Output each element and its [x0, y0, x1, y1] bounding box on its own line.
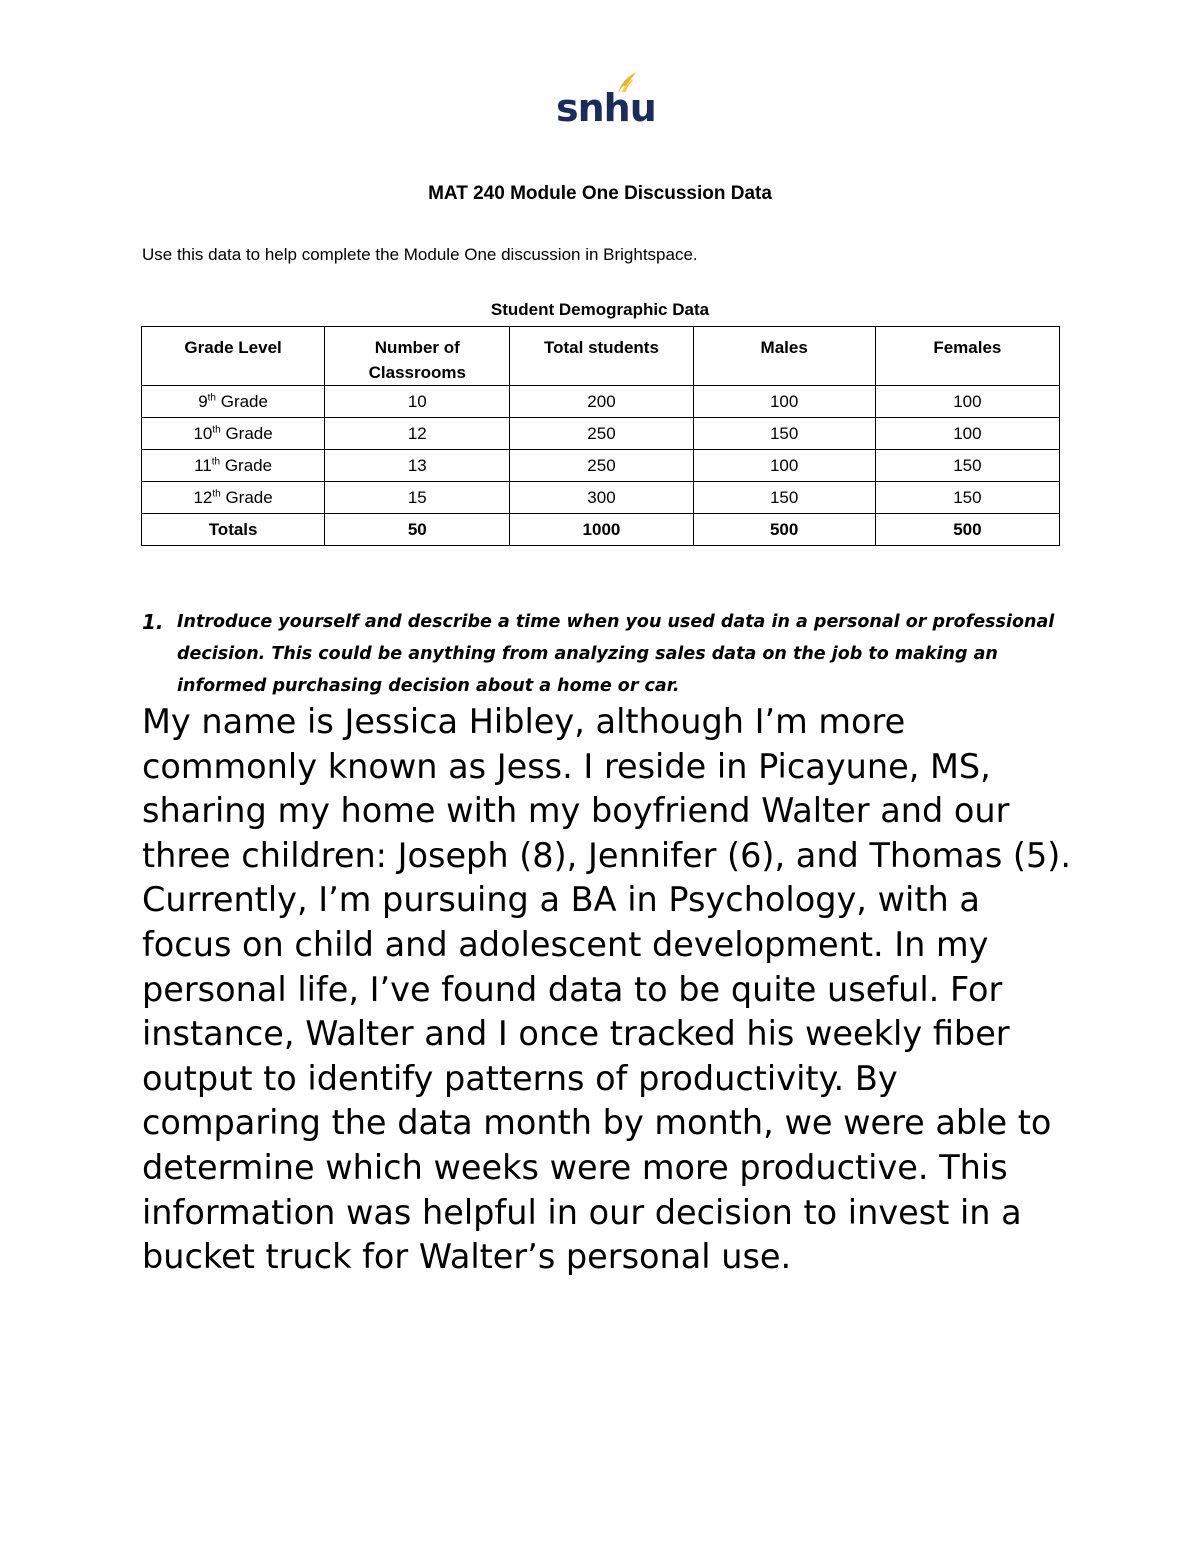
grade-cell: 10th Grade — [142, 418, 325, 450]
grade-cell: 11th Grade — [142, 450, 325, 482]
males-cell: 150 — [693, 418, 875, 450]
total-cell: 300 — [510, 482, 693, 514]
header-females: Females — [875, 327, 1059, 386]
totals-label: Totals — [142, 514, 325, 546]
females-cell: 150 — [875, 482, 1059, 514]
header-males: Males — [693, 327, 875, 386]
classrooms-cell: 13 — [325, 450, 510, 482]
total-cell: 1000 — [510, 514, 693, 546]
females-cell: 150 — [875, 450, 1059, 482]
females-cell: 100 — [875, 386, 1059, 418]
table-row — [142, 418, 1060, 450]
females-cell: 100 — [875, 418, 1059, 450]
snhu-logo — [552, 70, 656, 134]
header-total-students: Total students — [510, 327, 693, 386]
males-cell: 150 — [693, 482, 875, 514]
grade-cell: 12th Grade — [142, 482, 325, 514]
total-cell: 250 — [510, 418, 693, 450]
males-cell: 500 — [693, 514, 875, 546]
header-grade-level: Grade Level — [142, 327, 325, 386]
classrooms-cell: 50 — [325, 514, 510, 546]
table-row — [142, 450, 1060, 482]
demographic-table — [141, 326, 1060, 546]
males-cell: 100 — [693, 450, 875, 482]
discussion-question — [142, 606, 1062, 702]
table-header-row — [142, 327, 1060, 386]
table-title: Student Demographic Data — [490, 300, 710, 319]
question-text: Introduce yourself and describe a time when you used data in a personal or professional decision. This could be anything from analyzing sales data on the job to making an informed purchasing decision about a home or car. — [177, 612, 1055, 696]
answer-text: My name is Jessica Hibley, although I’m more commonly known as Jess. I reside in Picayune, MS, sharing my home with my boyfriend Walter and our three children: Joseph (8), Jennifer (6), and Thomas (5). Currently, I’m pursuing a BA in Psychology, with a focus on child and adolescent development. In my personal life, I’ve found data to be quite useful. For instance, Walter and I once tracked his weekly fiber output to identify patterns of productivity. By comparing the data month by month, we were able to determine which weeks were more productive. This information was helpful in our decision to invest in a bucket truck for Walter’s personal use. — [142, 702, 1072, 1277]
total-cell: 250 — [510, 450, 693, 482]
header-number-of-classrooms: Number of Classrooms — [325, 327, 510, 386]
classrooms-cell: 10 — [325, 386, 510, 418]
grade-cell: 9th Grade — [142, 386, 325, 418]
question-number: 1. — [142, 610, 164, 634]
document-title: MAT 240 Module One Discussion Data — [428, 183, 772, 204]
females-cell: 500 — [875, 514, 1059, 546]
table-row — [142, 482, 1060, 514]
logo-wordmark: snhu — [556, 86, 656, 130]
males-cell: 100 — [693, 386, 875, 418]
total-cell: 200 — [510, 386, 693, 418]
totals-row — [142, 514, 1060, 546]
classrooms-cell: 15 — [325, 482, 510, 514]
intro-text: Use this data to help complete the Module One discussion in Brightspace. — [142, 245, 698, 264]
table-row — [142, 386, 1060, 418]
classrooms-cell: 12 — [325, 418, 510, 450]
